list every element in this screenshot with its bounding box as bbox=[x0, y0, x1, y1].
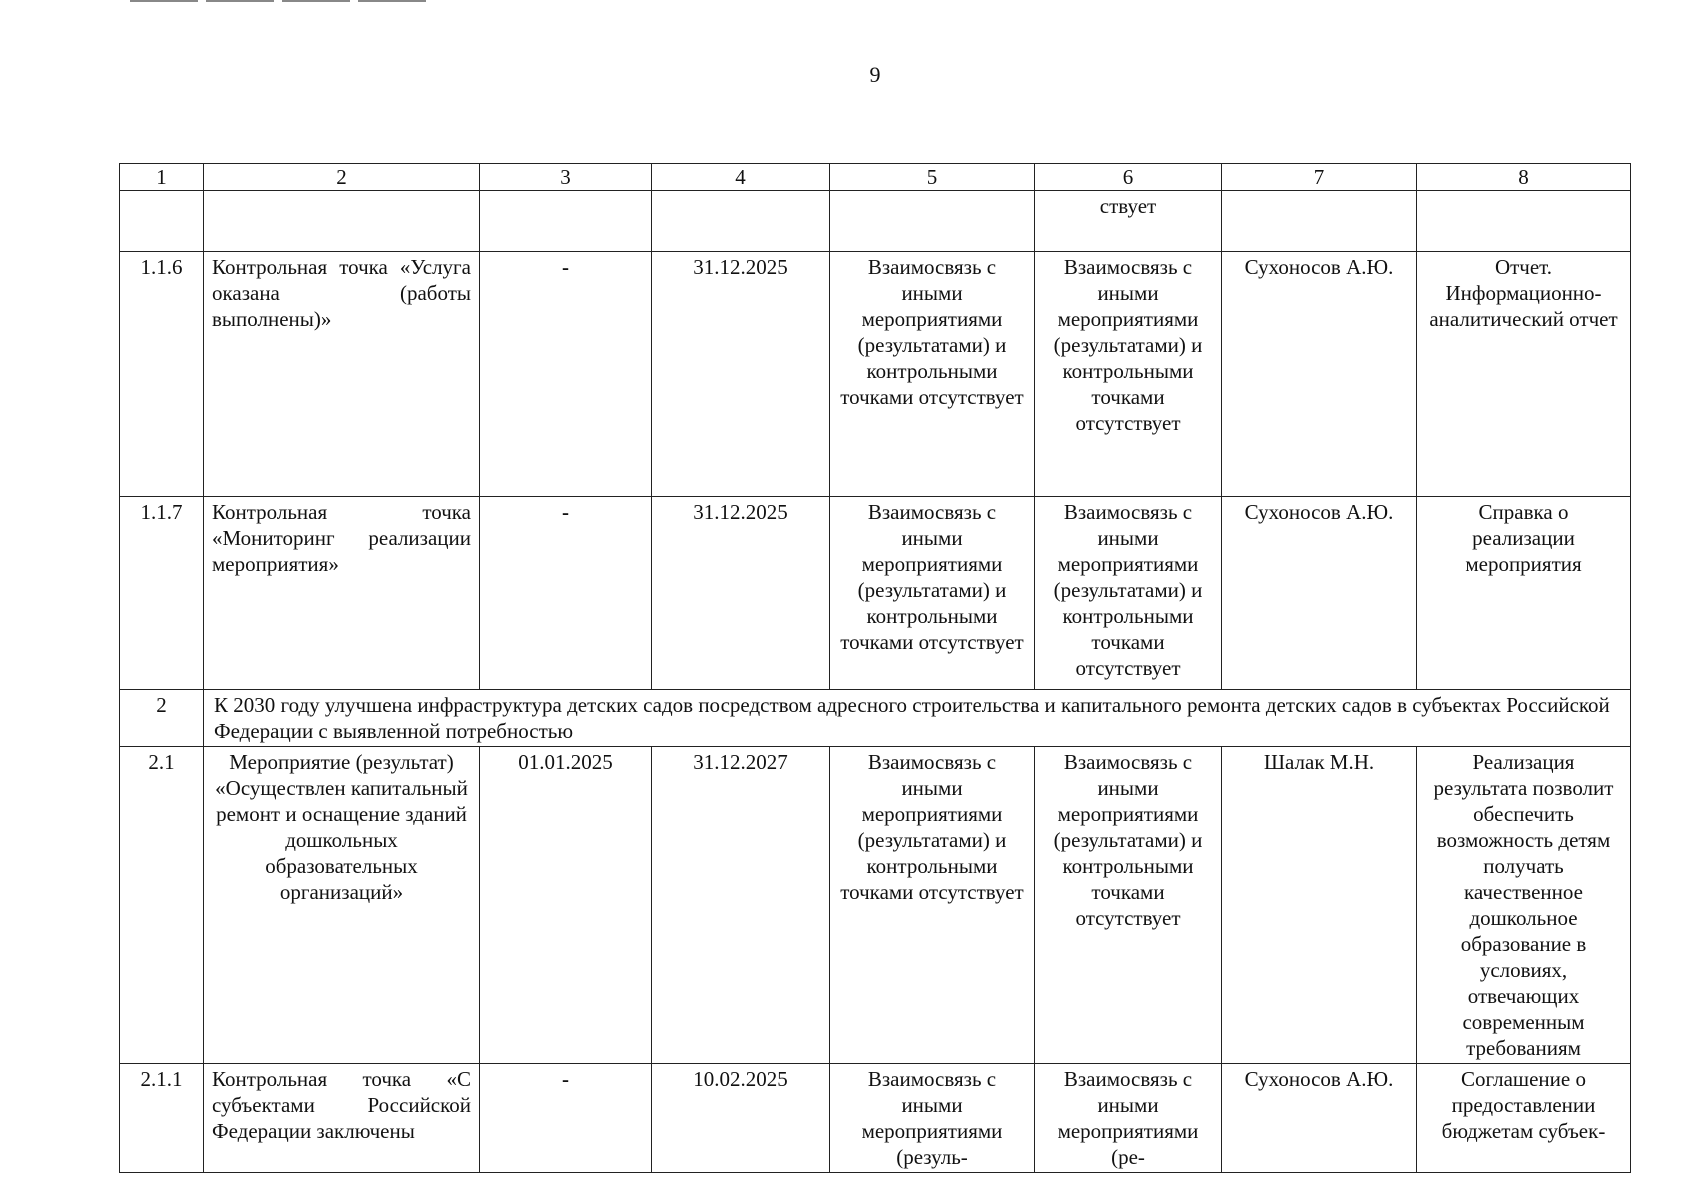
row-document: Соглашение о предоставлении бюджетам субъек- bbox=[1417, 1064, 1631, 1173]
row-prev-link: Взаимосвязь с иными мероприятиями (результатами) и контрольными точками отсутствует bbox=[830, 747, 1035, 1064]
row-end-date: 31.12.2025 bbox=[652, 252, 830, 497]
row-name: Мероприятие (результат) «Осуществлен капитальный ремонт и оснащение зданий дошкольных образовательных организаций» bbox=[204, 747, 480, 1064]
cell-empty bbox=[120, 191, 204, 252]
row-end-date: 10.02.2025 bbox=[652, 1064, 830, 1173]
row-number: 1.1.7 bbox=[120, 497, 204, 690]
row-document: Справка о реализации мероприятия bbox=[1417, 497, 1631, 690]
row-number: 2.1 bbox=[120, 747, 204, 1064]
row-next-link: Взаимосвязь с иными мероприятиями (ре- bbox=[1035, 1064, 1222, 1173]
header-cell-1: 1 bbox=[120, 164, 204, 191]
row-number: 1.1.6 bbox=[120, 252, 204, 497]
cell-empty bbox=[1417, 191, 1631, 252]
row-document: Реализация результата позволит обеспечить возможность детям получать качественное дошкольное образование в условиях, отвечающих современным требованиям bbox=[1417, 747, 1631, 1064]
row-start-date: 01.01.2025 bbox=[480, 747, 652, 1064]
row-number: 2.1.1 bbox=[120, 1064, 204, 1173]
section-number: 2 bbox=[120, 690, 204, 747]
row-prev-link: Взаимосвязь с иными мероприятиями (результатами) и контрольными точками отсутствует bbox=[830, 497, 1035, 690]
page-number: 9 bbox=[869, 62, 881, 87]
row-start-date: - bbox=[480, 252, 652, 497]
row-next-link: Взаимосвязь с иными мероприятиями (результатами) и контрольными точками отсутствует bbox=[1035, 497, 1222, 690]
header-cell-4: 4 bbox=[652, 164, 830, 191]
header-cell-5: 5 bbox=[830, 164, 1035, 191]
cell-empty bbox=[1222, 191, 1417, 252]
header-row bbox=[120, 164, 1631, 191]
header-cell-2: 2 bbox=[204, 164, 480, 191]
row-name: Контрольная точка «Услуга оказана (работы выполнены)» bbox=[204, 252, 480, 497]
table-row bbox=[120, 1064, 1631, 1173]
cell-empty bbox=[204, 191, 480, 252]
row-name: Контрольная точка «С субъектами Российской Федерации заключены bbox=[204, 1064, 480, 1173]
row-start-date: - bbox=[480, 497, 652, 690]
row-end-date: 31.12.2025 bbox=[652, 497, 830, 690]
cell-empty bbox=[830, 191, 1035, 252]
header-cell-8: 8 bbox=[1417, 164, 1631, 191]
cell-empty bbox=[652, 191, 830, 252]
row-responsible: Сухоносов А.Ю. bbox=[1222, 252, 1417, 497]
table-row bbox=[120, 497, 1631, 690]
row-prev-link: Взаимосвязь с иными мероприятиями (резуль- bbox=[830, 1064, 1035, 1173]
row-document: Отчет. Информационно-аналитический отчет bbox=[1417, 252, 1631, 497]
cell-empty bbox=[480, 191, 652, 252]
row-responsible: Сухоносов А.Ю. bbox=[1222, 497, 1417, 690]
row-end-date: 31.12.2027 bbox=[652, 747, 830, 1064]
section-title: К 2030 году улучшена инфраструктура детских садов посредством адресного строительства и капитального ремонта детских садов в субъектах Российской Федерации с выявленной потребностью bbox=[204, 690, 1631, 747]
row-name: Контрольная точка «Мониторинг реализации мероприятия» bbox=[204, 497, 480, 690]
header-cell-6: 6 bbox=[1035, 164, 1222, 191]
row-start-date: - bbox=[480, 1064, 652, 1173]
header-cell-7: 7 bbox=[1222, 164, 1417, 191]
continuation-row bbox=[120, 191, 1631, 252]
row-next-link: Взаимосвязь с иными мероприятиями (результатами) и контрольными точками отсутствует bbox=[1035, 747, 1222, 1064]
row-next-link: Взаимосвязь с иными мероприятиями (результатами) и контрольными точками отсутствует bbox=[1035, 252, 1222, 497]
row-responsible: Шалак М.Н. bbox=[1222, 747, 1417, 1064]
row-prev-link: Взаимосвязь с иными мероприятиями (результатами) и контрольными точками отсутствует bbox=[830, 252, 1035, 497]
section-row bbox=[120, 690, 1631, 747]
continuation-next-link: ствует bbox=[1035, 191, 1222, 252]
plan-table bbox=[119, 163, 1631, 1173]
table-row bbox=[120, 747, 1631, 1064]
top-rule bbox=[130, 0, 430, 2]
header-cell-3: 3 bbox=[480, 164, 652, 191]
row-responsible: Сухоносов А.Ю. bbox=[1222, 1064, 1417, 1173]
table-row bbox=[120, 252, 1631, 497]
